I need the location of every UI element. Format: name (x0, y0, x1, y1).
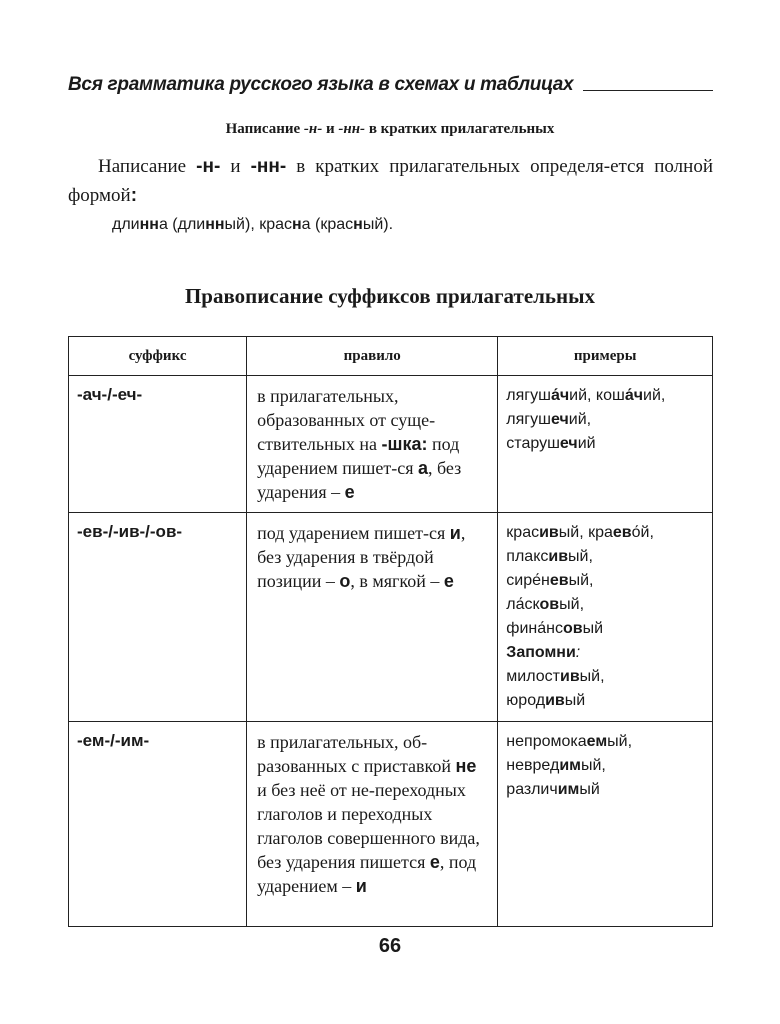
example-word (506, 730, 706, 754)
example-text: а (крас (301, 216, 354, 233)
ex-suffix: ив (559, 668, 580, 685)
example-highlight: нн (205, 216, 225, 233)
rule-highlight: и (449, 523, 461, 543)
suffix-label: -ев-/-ив-/-ов- (77, 522, 183, 541)
ex-suffix: ев (612, 524, 632, 541)
rule-text (247, 513, 497, 601)
section-title-part: -н- (303, 121, 323, 137)
rule-part: под ударением пишет-ся (257, 434, 460, 478)
ex-part: ый (582, 620, 604, 637)
rule-text (247, 376, 497, 512)
paragraph-suffix: -н- (196, 156, 221, 177)
ex-part: сире́н (506, 572, 550, 589)
example-word (506, 408, 706, 432)
rule-part: , без ударения в твёрдой позиции – (257, 523, 466, 591)
ex-part: плакс (506, 548, 549, 565)
rule-highlight: -шка: (381, 434, 428, 454)
section-title-part: и (322, 121, 339, 137)
ex-suffix: им (557, 781, 580, 798)
ex-part: ый, (568, 548, 593, 565)
rule-part: , без ударения – (257, 458, 462, 502)
ex-part: ый, (580, 757, 606, 774)
suffix-cell (69, 376, 247, 513)
examples (498, 722, 712, 810)
example-text: дли (112, 216, 140, 233)
example-text: а (дли (158, 216, 206, 233)
suffix-cell (69, 513, 247, 722)
example-word (506, 521, 706, 545)
rule-part: в прилагательных, образованных от суще-ствительных на (257, 386, 436, 454)
ex-part: милост (506, 668, 560, 685)
table-header-row (69, 337, 713, 376)
ex-part: ий, (568, 411, 592, 428)
ex-suffix: а́ч (550, 387, 570, 404)
ex-part: ый (579, 781, 600, 798)
example-word (506, 569, 706, 593)
example-word (506, 545, 706, 569)
example-highlight: н (353, 216, 363, 233)
example-word (506, 593, 706, 617)
ex-part: ый, кра (558, 524, 613, 541)
header-suffix: суффикс (69, 337, 247, 376)
examples-cell (498, 722, 713, 927)
ex-suffix: ив (548, 548, 569, 565)
section-title (0, 121, 780, 138)
suffix-label: -ач-/-еч- (77, 385, 143, 404)
paragraph-text: Написание (98, 156, 197, 177)
header-rule (583, 90, 713, 91)
ex-suffix: еч (550, 411, 569, 428)
examples (498, 376, 712, 464)
example-text: ый), крас (224, 216, 292, 233)
ex-part: юрод (506, 692, 546, 709)
ex-part: ий, кош (569, 387, 625, 404)
rule-part: и без неё от не-переходных глаголов и переходных глаголов совершенного вида, без ударения пишется (257, 780, 480, 872)
example-word (506, 754, 706, 778)
rule-highlight: а (418, 458, 429, 478)
rule-part: , в мягкой – (350, 571, 444, 591)
example-word (506, 665, 706, 689)
example-line (112, 210, 393, 240)
rule-cell (247, 722, 498, 927)
example-word (506, 432, 706, 456)
ex-part: лягуш (506, 411, 551, 428)
example-text: ый). (362, 216, 394, 233)
paragraph-text: в кратких прилагательных определя-ется полной формой (68, 156, 713, 206)
ex-part: старуш (506, 435, 560, 452)
ex-part: ый, (568, 572, 594, 589)
ex-part: непромока (506, 733, 587, 750)
suffix-label: -ем-/-им- (77, 731, 150, 750)
ex-part: ый, (579, 668, 605, 685)
rule-text (247, 722, 497, 906)
rule-part: , под ударением – (257, 852, 477, 896)
ex-part: крас (506, 524, 540, 541)
example-highlight: н (292, 216, 302, 233)
rule-highlight: е (344, 482, 355, 502)
ex-suffix: ов (562, 620, 583, 637)
ex-suffix: им (559, 757, 581, 774)
example-word (506, 384, 706, 408)
paragraph-colon: : (130, 185, 138, 206)
ex-part: ый (564, 692, 586, 709)
table-row (69, 513, 713, 722)
examples-cell (498, 513, 713, 722)
header-rule: правило (247, 337, 498, 376)
rule-highlight: е (429, 852, 440, 872)
ex-part: лягуш (506, 387, 551, 404)
ex-part: ла́ск (506, 596, 540, 613)
rule-highlight: е (443, 571, 454, 591)
remember-label: Запомни (506, 644, 576, 661)
header-examples: примеры (498, 337, 713, 376)
ex-suffix: ив (539, 524, 559, 541)
rule-highlight: не (455, 756, 477, 776)
example-word (506, 617, 706, 641)
ex-suffix: ем (586, 733, 608, 750)
section-title-part: Написание (225, 121, 304, 137)
running-header (68, 64, 713, 94)
ex-suffix: ив (545, 692, 565, 709)
ex-part: ий (577, 435, 596, 452)
examples-cell (498, 376, 713, 513)
paragraph-text: и (220, 156, 251, 177)
table-row (69, 722, 713, 927)
section-title-part: в кратких прилагательных (365, 121, 555, 137)
suffix-cell (69, 722, 247, 927)
rule-highlight: о (339, 571, 351, 591)
ex-part: ий, (643, 387, 666, 404)
paragraph-suffix: -нн- (250, 156, 287, 177)
ex-part: о́й, (631, 524, 654, 541)
rule-cell (247, 513, 498, 722)
ex-suffix: ов (539, 596, 560, 613)
suffix-table (68, 336, 713, 927)
remember-note (506, 641, 706, 665)
ex-part: фина́нс (506, 620, 563, 637)
rule-paragraph (68, 152, 713, 210)
ex-suffix: ев (549, 572, 569, 589)
ex-part: ый, (559, 596, 585, 613)
rule-highlight: и (355, 876, 367, 896)
page-number: 66 (378, 935, 402, 957)
ex-suffix: а́ч (624, 387, 644, 404)
example-word (506, 689, 706, 713)
section-title-part: -нн- (338, 121, 366, 137)
ex-part: различ (506, 781, 558, 798)
ex-suffix: еч (559, 435, 578, 452)
example-word (506, 778, 706, 802)
example-highlight: нн (139, 216, 159, 233)
rule-part: под ударением пишет-ся (257, 523, 450, 543)
table-title: Правописание суффиксов прилагательных (184, 284, 596, 308)
remember-colon: : (575, 644, 581, 661)
table-row (69, 376, 713, 513)
ex-part: ый, (607, 733, 633, 750)
rule-part: в прилагательных, об-разованных с приставкой (257, 732, 456, 776)
book-title: Вся грамматика русского языка в схемах и таблицах (68, 74, 574, 95)
examples (498, 513, 712, 721)
ex-part: невред (506, 757, 560, 774)
rule-cell (247, 376, 498, 513)
